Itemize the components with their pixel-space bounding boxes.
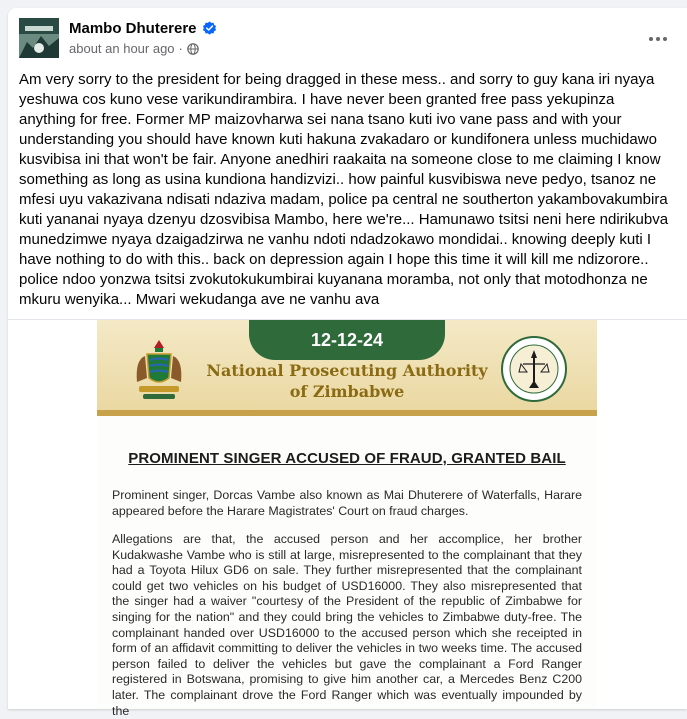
document-banner — [97, 320, 597, 416]
post-text: Am very sorry to the president for being dragged in these mess.. and sorry to guy kana iri nyaya yeshuwa cos kuno vese varikundirambira. I have never been granted free pass yekupinza anything for free. Former MP maizovharwa sei nana tsano kuti ivo vane pass and with your understanding you should have known kuti hakuna zvakadaro or kundifonera unless muchidawo kusvibisa ini that won't be fair. Anyone anedhiri raakaita na someone close to me claiming I know something as long as usina kundiona handizvizi.. how painful kusvibiswa neve pedyo, tsanoz ne mfesi uyu vakazivana ndisati ndaziva madam, police pa central ne southerton yakambovakumbira kuti yananai nyaya dzenyu dzosvibisa Mambo, here we're... Hamunawo tsitsi neni here ndirikubva munedzimwe nyaya dzaigadzirwa ne vanhu ndoti ndadzokawo mondidai.. knowing deeply kuti I have nothing to do with this.. back on depression again I hope this time it will kill me ndizorore.. police ndoo yonzwa tsitsi zvokutokukumbirai kuyanana moramba, not only that motodhonza ne mkuru wenyika... Mwari wekudanga ave ne vanhu ava — [19, 71, 669, 308]
author-name-row — [69, 20, 217, 37]
document-paragraph-1: Prominent singer, Dorcas Vambe also known as Mai Dhuterere of Waterfalls, Harare appeared before the Harare Magistrates' Court on fraud charges. — [112, 488, 582, 518]
document-headline: PROMINENT SINGER ACCUSED OF FRAUD, GRANTED BAIL — [128, 450, 566, 467]
verified-badge-icon — [202, 21, 217, 36]
globe-icon — [187, 43, 199, 55]
document-date: 12-12-24 — [249, 320, 445, 360]
attached-document-image[interactable] — [97, 320, 597, 718]
post-timestamp[interactable]: about an hour ago — [69, 41, 175, 56]
org-line-2: of Zimbabwe — [289, 382, 405, 401]
post-card — [8, 8, 687, 718]
avatar-image — [19, 18, 59, 58]
banner-stripe — [97, 410, 597, 416]
avatar[interactable] — [19, 18, 59, 58]
post-header — [8, 8, 687, 70]
meta-separator: · — [178, 41, 183, 56]
document-paragraph-2: Allegations are that, the accused person and her accomplice, her brother Kudakwashe Vambe who is still at large, misrepresented to the complainant that they had a Toyota Hilux GD6 on sale. They further misrepresented that the complainant could get two vehicles on his budget of USD16000. They also misrepresented that the singer had a waiver "courtesy of the President of the republic of Zimbabwe for singing for the nation" and they could bring the vehicles to Zimbabwe duty-free. The complainant handed over USD16000 to the accused person which she receipted in form of an affidavit committing to deliver the vehicles in two weeks time. The accused person failed to deliver the vehicles but gave the complainant a Ford Ranger registered in Botswana, promising to give him another car, a Mercedes Benz C200 later. The complainant drove the Ford Ranger which was eventually impounded by the — [112, 532, 582, 718]
npa-seal-icon — [499, 334, 569, 404]
org-line-1: National Prosecuting Authority — [206, 361, 488, 380]
zimbabwe-coat-of-arms-icon — [131, 338, 187, 402]
author-name[interactable]: Mambo Dhuterere — [69, 20, 197, 37]
more-options-icon[interactable] — [643, 24, 673, 54]
document-org-title — [197, 360, 497, 402]
post-meta — [69, 41, 199, 56]
